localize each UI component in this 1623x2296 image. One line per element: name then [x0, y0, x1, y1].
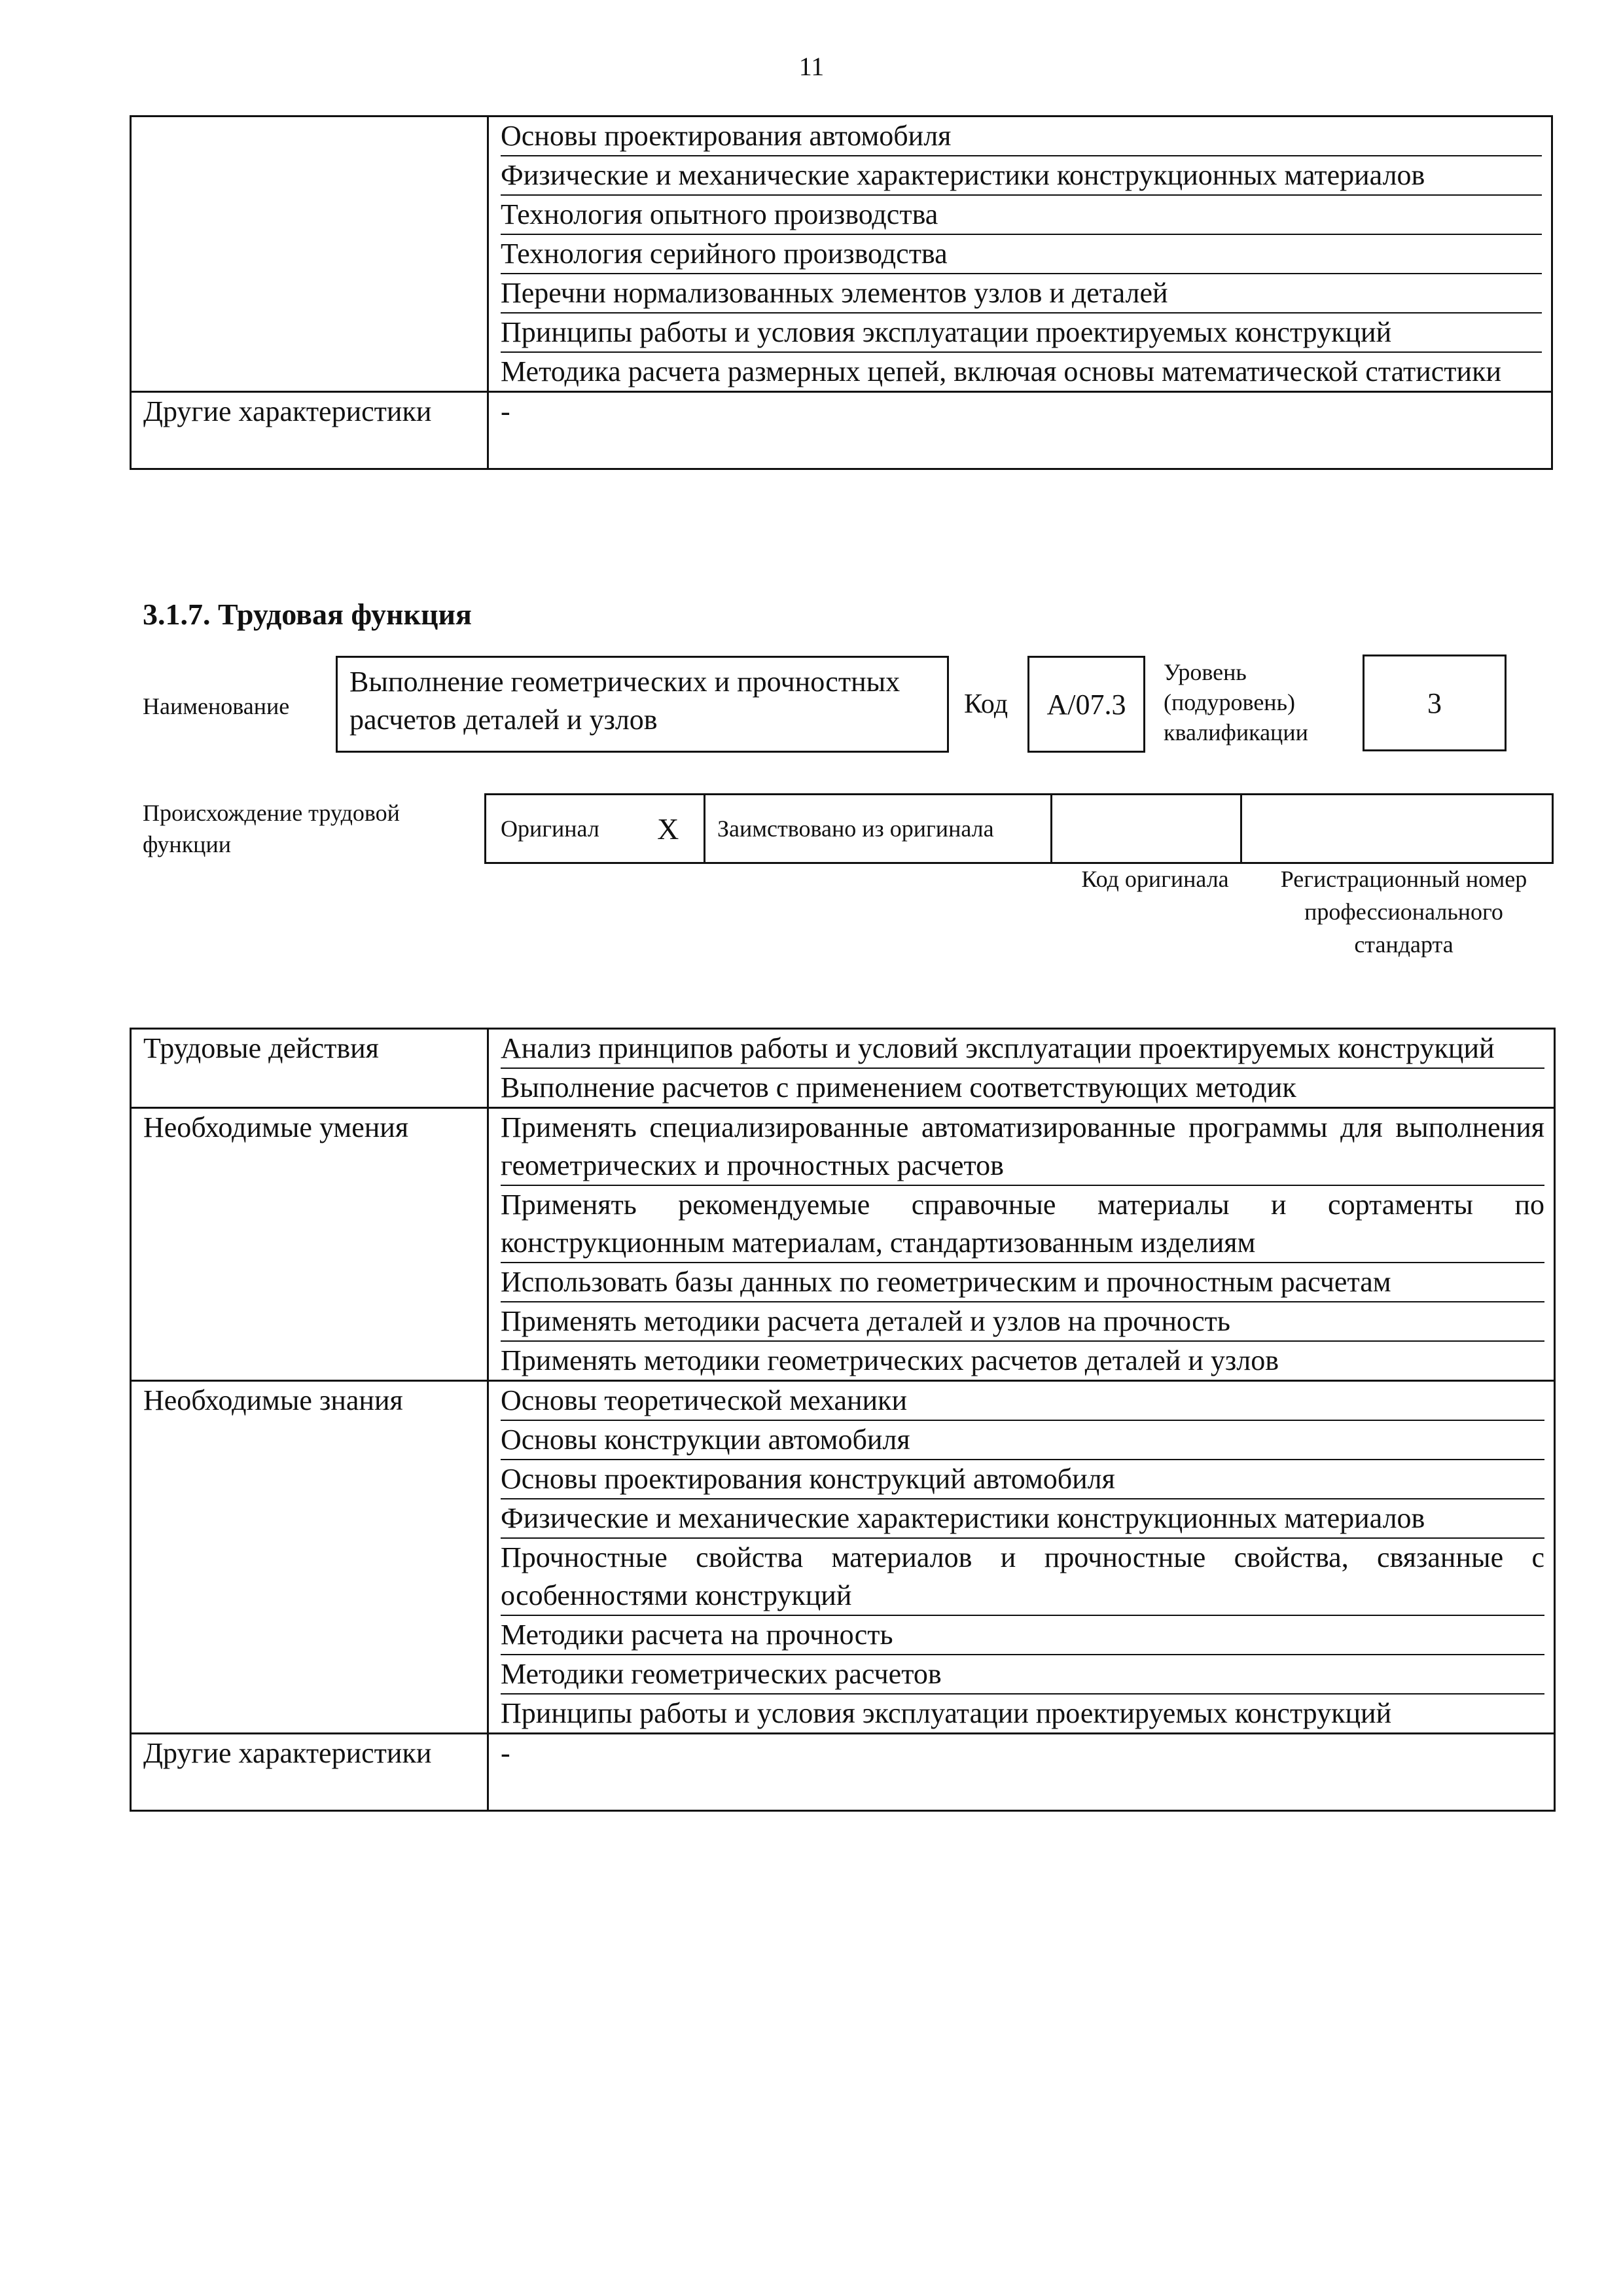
row-label: Другие характеристики — [131, 1734, 488, 1811]
name-value: Выполнение геометрических и прочностных расчетов деталей и узлов — [349, 666, 901, 736]
list-item: Основы проектирования автомобиля — [501, 117, 1542, 156]
row-value: - — [488, 392, 1552, 469]
origin-table — [484, 793, 1554, 864]
row-label: Необходимые умения — [131, 1108, 488, 1381]
original-code-cell — [1052, 795, 1241, 863]
list-item: Методики расчета на прочность — [501, 1616, 1544, 1655]
skills-list — [488, 1108, 1555, 1381]
level-box — [1363, 655, 1507, 751]
list-item: Использовать базы данных по геометрическим и прочностным расчетам — [501, 1263, 1544, 1302]
actions-list — [488, 1029, 1555, 1108]
list-item: Технология серийного производства — [501, 235, 1542, 274]
original-mark-cell — [633, 795, 705, 863]
registration-caption: Регистрационный номер профессионального стандарта — [1280, 866, 1527, 958]
list-item: Технология опытного производства — [501, 196, 1542, 235]
list-item: Принципы работы и условия эксплуатации проектируемых конструкций — [501, 1697, 1392, 1729]
top-table — [130, 115, 1553, 470]
page-number: 11 — [798, 52, 825, 81]
row-label: Трудовые действия — [131, 1029, 488, 1108]
original-cell — [486, 795, 633, 863]
list-item: Методики геометрических расчетов — [501, 1655, 1544, 1695]
table-row — [131, 117, 1552, 392]
list-item: Физические и механические характеристики конструкционных материалов — [501, 1499, 1544, 1539]
row-value: - — [488, 1734, 1555, 1811]
list-item: Методика расчета размерных цепей, включая основы математической статистики — [501, 355, 1501, 387]
table-row — [131, 1381, 1555, 1734]
borrowed-label: Заимствовано из оригинала — [717, 816, 994, 842]
row-label: Другие характеристики — [131, 392, 488, 469]
list-item: Физические и механические характеристики конструкционных материалов — [501, 156, 1542, 196]
origin-label: Происхождение трудовой функции — [143, 800, 400, 857]
code-box — [1027, 656, 1145, 753]
code-value: А/07.3 — [1046, 688, 1126, 721]
original-label: Оригинал — [501, 816, 599, 842]
level-value: 3 — [1427, 687, 1442, 719]
knowledge-list — [488, 1381, 1555, 1734]
table-row — [131, 1029, 1555, 1108]
list-item: Применять методики геометрических расчетов деталей и узлов — [501, 1344, 1279, 1376]
list-item: Применять методики расчета деталей и узлов на прочность — [501, 1302, 1544, 1342]
list-item: Выполнение расчетов с применением соответствующих методик — [501, 1071, 1296, 1103]
code-label: Код — [964, 689, 1008, 719]
table-row — [486, 795, 1553, 863]
list-item: Применять рекомендуемые справочные материалы и сортаменты по конструкционным материалам, стандартизованным изделиям — [501, 1186, 1544, 1263]
list-item: Применять специализированные автоматизированные программы для выполнения геометрических и прочностных расчетов — [501, 1109, 1544, 1186]
name-box — [336, 656, 949, 753]
original-mark: X — [657, 812, 679, 846]
name-label: Наименование — [143, 693, 290, 719]
level-label: Уровень (подуровень) квалификации — [1164, 659, 1308, 745]
registration-number-cell — [1241, 795, 1553, 863]
list-item: Прочностные свойства материалов и прочностные свойства, связанные с особенностями конструкций — [501, 1539, 1544, 1616]
list-item: Основы теоретической механики — [501, 1382, 1544, 1421]
row-label: Необходимые знания — [131, 1381, 488, 1734]
borrowed-cell — [705, 795, 1052, 863]
list-item: Принципы работы и условия эксплуатации проектируемых конструкций — [501, 314, 1542, 353]
table-row — [131, 1734, 1555, 1811]
table-row — [131, 1108, 1555, 1381]
main-table — [130, 1028, 1556, 1812]
list-item: Основы конструкции автомобиля — [501, 1421, 1544, 1460]
code-caption: Код оригинала — [1081, 866, 1229, 892]
list-item: Перечни нормализованных элементов узлов и деталей — [501, 274, 1542, 314]
table-row — [131, 392, 1552, 469]
knowledge-list — [488, 117, 1552, 392]
list-item: Анализ принципов работы и условий эксплуатации проектируемых конструкций — [501, 1030, 1544, 1069]
section-heading: 3.1.7. Трудовая функция — [143, 598, 472, 631]
list-item: Основы проектирования конструкций автомобиля — [501, 1460, 1544, 1499]
